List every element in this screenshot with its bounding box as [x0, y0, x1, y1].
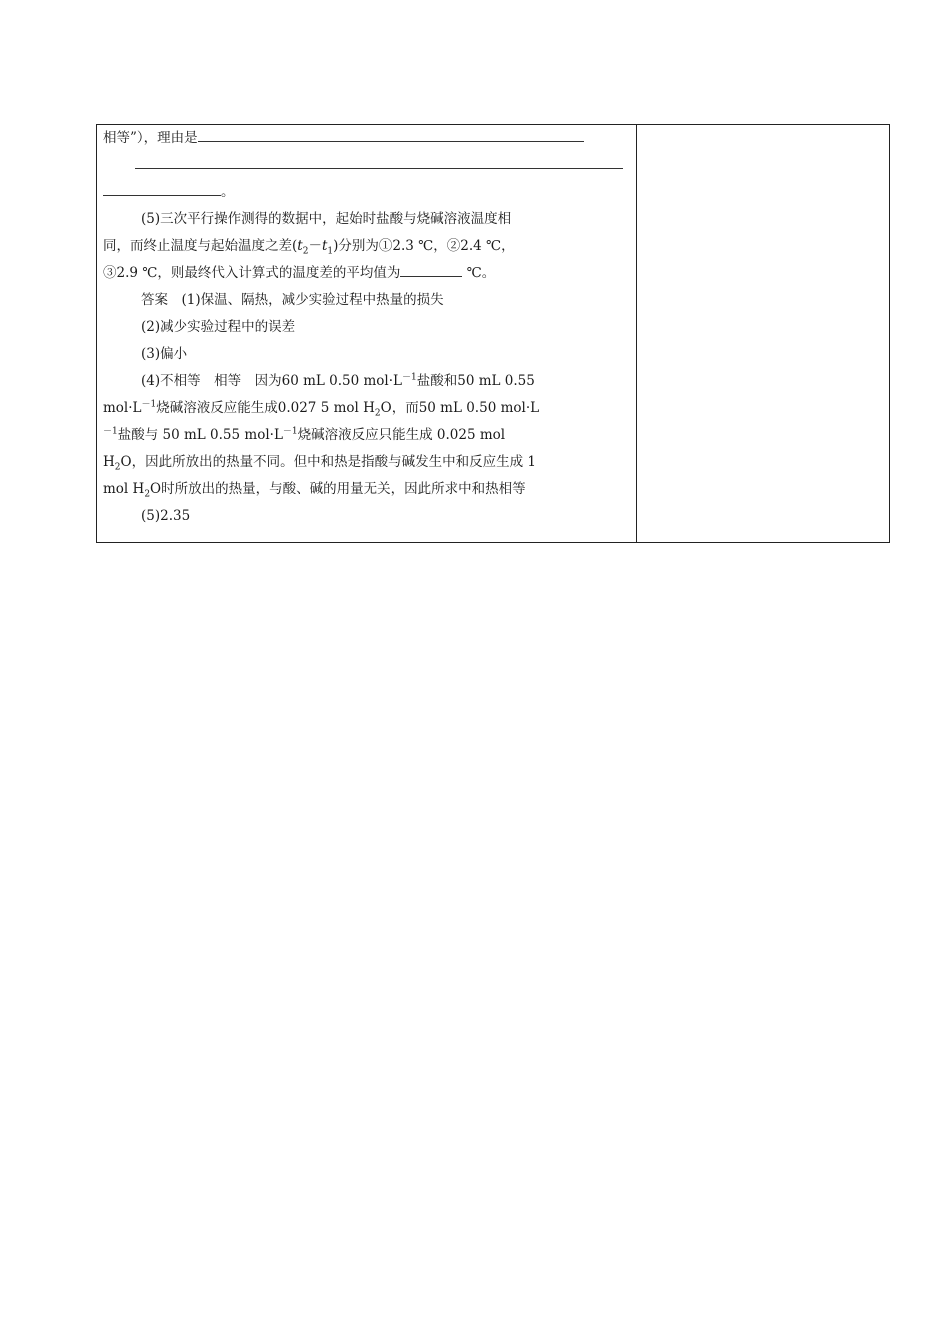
answer-4-text-4a: H — [103, 454, 115, 470]
subscript: 2 — [114, 462, 121, 473]
answer-4-line-2 — [103, 395, 627, 422]
answer-4-text-2c: O，而50 mL 0.50 mol·L — [380, 400, 540, 416]
answer-line-1 — [103, 287, 627, 314]
end-mark: 。 — [221, 184, 235, 200]
q5-text-3a: ③2.9 ℃，则最终代入计算式的温度差的平均值为 — [103, 265, 401, 281]
answer-4-text-2b: 烧碱溶液反应能生成0.027 5 mol H — [156, 400, 375, 416]
answer-1: 答案 (1)保温、隔热，减少实验过程中热量的损失 — [141, 292, 444, 308]
answer-2: (2)减少实验过程中的误差 — [141, 319, 296, 335]
q5-text-2b: )分别为①2.3 ℃，②2.4 ℃， — [333, 238, 515, 254]
answer-4-text-5a: mol H — [103, 481, 145, 497]
answer-line-3 — [103, 341, 627, 368]
q4-reason-line — [103, 125, 627, 152]
reason-blank-2[interactable] — [135, 153, 623, 169]
q5-text-2a: 同，而终止温度与起始温度之差( — [103, 238, 298, 254]
answer-5: (5)2.35 — [141, 508, 191, 524]
answer-4-line-1 — [103, 368, 627, 395]
t2-subscript: 2 — [302, 246, 309, 257]
t1-symbol: t — [321, 238, 328, 254]
subscript: 2 — [144, 489, 151, 500]
superscript: －1 — [282, 426, 298, 437]
answer-3: (3)偏小 — [141, 346, 188, 362]
q5-text-3b: ℃。 — [462, 265, 496, 281]
q5-text-1: (5)三次平行操作测得的数据中，起始时盐酸与烧碱溶液温度相 — [141, 211, 512, 227]
average-blank[interactable] — [400, 261, 462, 277]
answer-4-text-3b: 烧碱溶液反应只能生成 0.025 mol — [297, 427, 506, 443]
answer-line-5 — [103, 503, 627, 530]
t2-symbol: t — [297, 238, 303, 254]
answer-4-text-1b: 盐酸和50 mL 0.55 — [416, 373, 535, 389]
subscript: 2 — [374, 408, 381, 419]
reason-blank-3[interactable] — [103, 180, 221, 196]
answer-4-text-2a: mol·L — [103, 400, 142, 416]
answer-4-line-5 — [103, 476, 627, 503]
question-cell — [103, 125, 627, 530]
t1-subscript: 1 — [327, 246, 334, 257]
question-table — [96, 124, 890, 543]
q4-reason-label: 相等”），理由是 — [103, 130, 198, 146]
answer-4-line-3 — [103, 422, 627, 449]
notes-cell — [637, 125, 889, 542]
answer-4-text-1a: (4)不相等 相等 因为60 mL 0.50 mol·L — [141, 373, 403, 389]
q5-line-1 — [103, 206, 627, 233]
answer-line-2 — [103, 314, 627, 341]
superscript: －1 — [141, 399, 157, 410]
q5-line-3 — [103, 260, 627, 287]
q5-line-2 — [103, 233, 627, 260]
answer-4-text-4b: O，因此所放出的热量不同。但中和热是指酸与碱发生中和反应生成 1 — [120, 454, 536, 470]
answer-4-line-4 — [103, 449, 627, 476]
reason-blank-1[interactable] — [198, 126, 584, 142]
answer-4-text-3a: 盐酸与 50 mL 0.55 mol·L — [117, 427, 283, 443]
answer-4-text-5b: O时所放出的热量，与酸、碱的用量无关，因此所求中和热相等 — [150, 481, 526, 497]
superscript: －1 — [103, 426, 118, 437]
q4-reason-line-2 — [103, 152, 627, 179]
superscript: －1 — [402, 372, 417, 383]
minus-sign: － — [308, 238, 322, 254]
q4-reason-line-3 — [103, 179, 627, 206]
